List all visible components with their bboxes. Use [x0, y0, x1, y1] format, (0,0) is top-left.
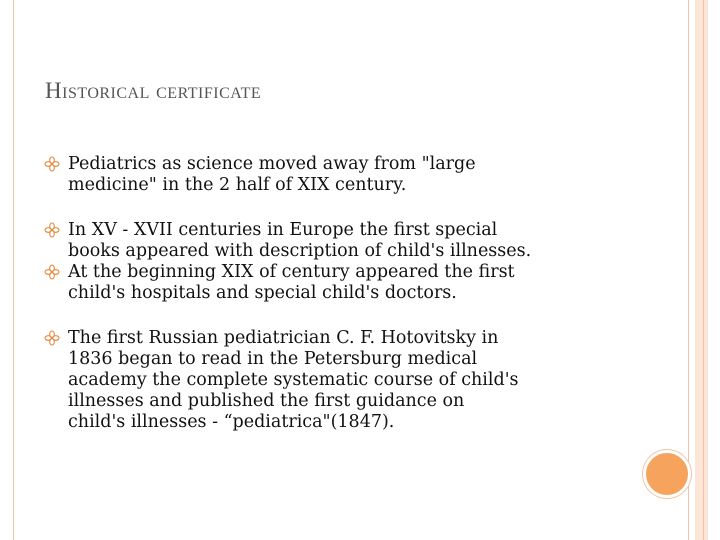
bullet-line: At the beginning XIX of century appeared the first	[68, 262, 515, 282]
bullet-line: illnesses and published the first guidance on	[68, 391, 465, 411]
bullet-item	[44, 262, 644, 304]
frame-band-right	[695, 0, 708, 540]
flower-bullet-icon	[44, 156, 60, 172]
frame-line-right-inner	[703, 0, 704, 540]
slide-title: Historical certificate	[45, 78, 262, 103]
bullet-line: The first Russian pediatrician C. F. Hotovitsky in	[68, 328, 499, 348]
bullet-line: child's illnesses - “pediatrica"(1847).	[68, 412, 395, 432]
decorative-circle	[643, 450, 691, 498]
bullet-line: child's hospitals and special child's doctors.	[68, 283, 457, 303]
bullet-line: In XV - XVII centuries in Europe the first special	[68, 220, 498, 240]
flower-bullet-icon	[44, 222, 60, 238]
bullet-item	[44, 154, 644, 196]
bullet-line: books appeared with description of child's illnesses.	[68, 241, 532, 261]
bullet-line: 1836 began to read in the Petersburg medical	[68, 349, 478, 369]
bullet-list	[44, 154, 644, 433]
flower-bullet-icon	[44, 264, 60, 280]
bullet-item	[44, 328, 644, 433]
bullet-line: medicine" in the 2 half of XIX century.	[68, 175, 407, 195]
frame-line-left	[13, 0, 14, 540]
frame-line-right-outer	[688, 0, 689, 540]
flower-bullet-icon	[44, 330, 60, 346]
bullet-item	[44, 220, 644, 262]
bullet-line: academy the complete systematic course of child's	[68, 370, 519, 390]
bullet-line: Pediatrics as science moved away from "large	[68, 154, 476, 174]
